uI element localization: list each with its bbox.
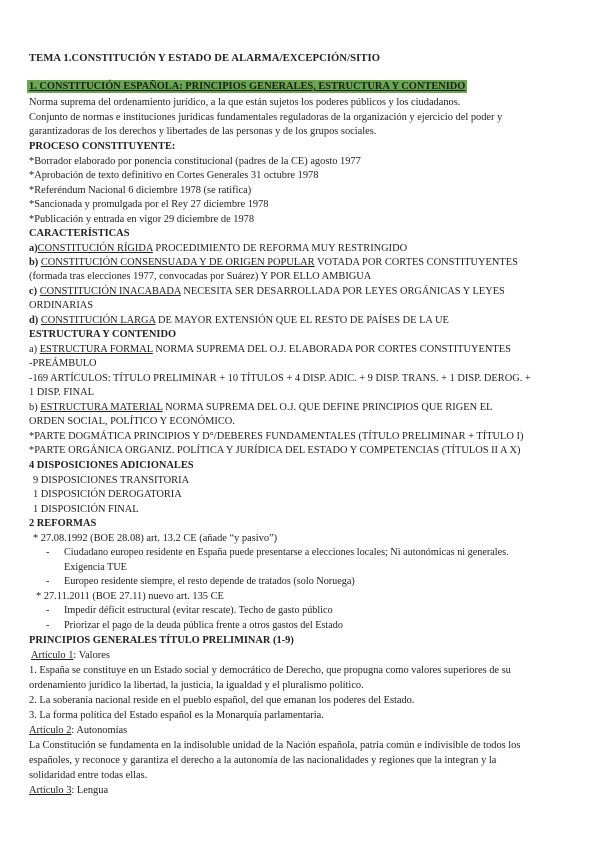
section-heading-constitucion <box>27 80 467 93</box>
section-heading-text: 1. CONSTITUCIÓN ESPAÑOLA: PRINCIPIOS GENERALES, ESTRUCTURA Y CONTENIDO <box>29 81 466 92</box>
caracteristica-d <box>29 314 449 327</box>
articulo-1-p1-cont: ordenamiento jurídico la libertad, la justicia, la igualdad y el pluralismo político. <box>29 680 364 691</box>
articulo-1-p2: 2. La soberanía nacional reside en el pueblo español, del que emanan los poderes del Estado. <box>29 695 415 706</box>
item-term: CONSTITUCIÓN LARGA <box>40 315 156 326</box>
reforma-detail: Ciudadano europeo residente en España puede presentarse a elecciones locales; Ni autonómicas ni generales. <box>64 547 509 558</box>
dash-marker: - <box>46 620 50 631</box>
item-text: NORMA SUPREMA DEL O.J. QUE DEFINE PRINCIPIOS QUE RIGEN EL <box>162 402 493 413</box>
item-prefix: b) <box>29 257 39 268</box>
proceso-item: *Referéndum Nacional 6 diciembre 1978 (se ratifica) <box>29 185 252 196</box>
estructura-a-articulos: -169 ARTÍCULOS: TÍTULO PRELIMINAR + 10 TÍTULOS + 4 DISP. ADIC. + 9 DISP. TRANS. + 1 DISP. DEROG. + <box>29 373 531 384</box>
intro-line-3: garantizadoras de los derechos y libertades de las personas y de los grupos sociales. <box>29 126 377 137</box>
item-prefix: a) <box>29 344 38 355</box>
proceso-item: *Sancionada y promulgada por el Rey 27 diciembre 1978 <box>29 199 269 210</box>
estructura-b <box>29 401 492 414</box>
item-term: CONSTITUCIÓN CONSENSUADA Y DE ORIGEN POPULAR <box>40 257 315 268</box>
estructura-a <box>29 343 511 356</box>
articulo-label: Artículo 1 <box>31 650 74 661</box>
parte-dogmatica: *PARTE DOGMÁTICA PRINCIPIOS Y D°/DEBERES FUNDAMENTALES (TÍTULO PRELIMINAR + TÍTULO I) <box>29 431 524 442</box>
caracteristica-b-cont: (formada tras elecciones 1977, convocadas por Suárez) Y POR ELLO AMBIGUA <box>29 271 372 282</box>
item-term: ESTRUCTURA MATERIAL <box>40 402 163 413</box>
articulo-2-p1: La Constitución se fundamenta en la indisoluble unidad de la Nación española, patria común e indivisible de todos los <box>29 740 521 751</box>
proceso-heading: PROCESO CONSTITUYENTE: <box>29 141 176 152</box>
articulo-1-p1: 1. España se constituye en un Estado social y democrático de Derecho, que propugna como valores superiores de su <box>29 665 511 676</box>
dash-marker: - <box>46 547 50 558</box>
articulo-topic: : Valores <box>73 650 110 661</box>
articulo-2-p2: españoles, y reconoce y garantiza el derecho a la autonomía de las nacionalidades y regiones que la integran y la <box>29 755 497 766</box>
reforma-detail-cont: Exigencia TUE <box>64 562 127 573</box>
caracteristica-c <box>29 285 505 298</box>
articulo-2-p3: solidaridad entre todas ellas. <box>29 770 148 781</box>
item-text: NORMA SUPREMA DEL O.J. ELABORADA POR CORTES CONSTITUYENTES <box>152 344 511 355</box>
reforma-detail: Priorizar el pago de la deuda pública frente a otros gastos del Estado <box>64 620 343 631</box>
disposicion-item: 1 DISPOSICIÓN FINAL <box>33 504 139 515</box>
item-term: CONSTITUCIÓN INACABADA <box>39 286 181 297</box>
caracteristicas-heading: CARACTERÍSTICAS <box>29 228 130 239</box>
articulo-3-heading <box>29 784 108 797</box>
proceso-item: *Borrador elaborado por ponencia constitucional (padres de la CE) agosto 1977 <box>29 156 361 167</box>
articulo-label: Artículo 2 <box>29 725 72 736</box>
principios-heading: PRINCIPIOS GENERALES TÍTULO PRELIMINAR (1-9) <box>29 635 294 646</box>
item-text: PROCEDIMIENTO DE REFORMA MUY RESTRINGIDO <box>152 243 408 254</box>
estructura-heading: ESTRUCTURA Y CONTENIDO <box>29 329 177 340</box>
item-term: ESTRUCTURA FORMAL <box>39 344 153 355</box>
dash-marker: - <box>46 605 50 616</box>
dash-marker: - <box>46 576 50 587</box>
disposicion-item: 1 DISPOSICIÓN DEROGATORIA <box>33 489 182 500</box>
caracteristica-b <box>29 256 518 269</box>
item-text: DE MAYOR EXTENSIÓN QUE EL RESTO DE PAÍSES DE LA UE <box>155 315 449 326</box>
reforma-detail: Impedir déficit estructural (evitar rescate). Techo de gasto público <box>64 605 333 616</box>
disposiciones-heading: 4 DISPOSICIONES ADICIONALES <box>29 460 194 471</box>
proceso-item: *Publicación y entrada en vigor 29 diciembre de 1978 <box>29 214 255 225</box>
disposicion-item: 9 DISPOSICIONES TRANSITORIA <box>33 475 190 486</box>
articulo-topic: : Autonomías <box>71 725 128 736</box>
item-prefix: c) <box>29 286 38 297</box>
caracteristica-a <box>29 242 407 255</box>
articulo-1-p3: 3. La forma política del Estado español es la Monarquía parlamentaria. <box>29 710 324 721</box>
intro-line-1: Norma suprema del ordenamiento jurídico, a la que están sujetos los poderes públicos y los ciudadanos. <box>29 97 461 108</box>
reforma-detail: Europeo residente siempre, el resto depende de tratados (solo Noruega) <box>64 576 355 587</box>
parte-organica: *PARTE ORGÁNICA ORGANIZ. POLÍTICA Y JURÍDICA DEL ESTADO Y COMPETENCIAS (TÍTULOS II A X) <box>29 445 521 456</box>
proceso-item: *Aprobación de texto definitivo en Cortes Generales 31 octubre 1978 <box>29 170 319 181</box>
articulo-2-heading <box>29 724 127 737</box>
estructura-b-cont: ORDEN SOCIAL, POLÍTICO Y ECONÓMICO. <box>29 416 235 427</box>
reformas-heading: 2 REFORMAS <box>29 518 97 529</box>
reforma-item: * 27.11.2011 (BOE 27.11) nuevo art. 135 CE <box>36 591 224 602</box>
articulo-topic: : Lengua <box>71 785 109 796</box>
articulo-1-heading <box>31 649 110 662</box>
reforma-item: * 27.08.1992 (BOE 28.08) art. 13.2 CE (añade “y pasivo”) <box>33 533 278 544</box>
item-prefix: d) <box>29 315 39 326</box>
item-text: VOTADA POR CORTES CONSTITUYENTES <box>314 257 518 268</box>
estructura-a-final: 1 DISP. FINAL <box>29 387 94 398</box>
item-text: NECESITA SER DESARROLLADA POR LEYES ORGÁNICAS Y LEYES <box>180 286 505 297</box>
item-prefix: a) <box>29 243 38 254</box>
item-prefix: b) <box>29 402 38 413</box>
intro-line-2: Conjunto de normas e instituciones jurídicas fundamentales reguladoras de la organización y ejercicio del poder y <box>29 112 503 123</box>
caracteristica-c-cont: ORDINARIAS <box>29 300 94 311</box>
document-title: TEMA 1.CONSTITUCIÓN Y ESTADO DE ALARMA/EXCEPCIÓN/SITIO <box>29 53 381 64</box>
articulo-label: Artículo 3 <box>29 785 72 796</box>
estructura-a-preambulo: -PREÁMBULO <box>29 358 97 369</box>
item-term: CONSTITUCIÓN RÍGIDA <box>37 243 153 254</box>
